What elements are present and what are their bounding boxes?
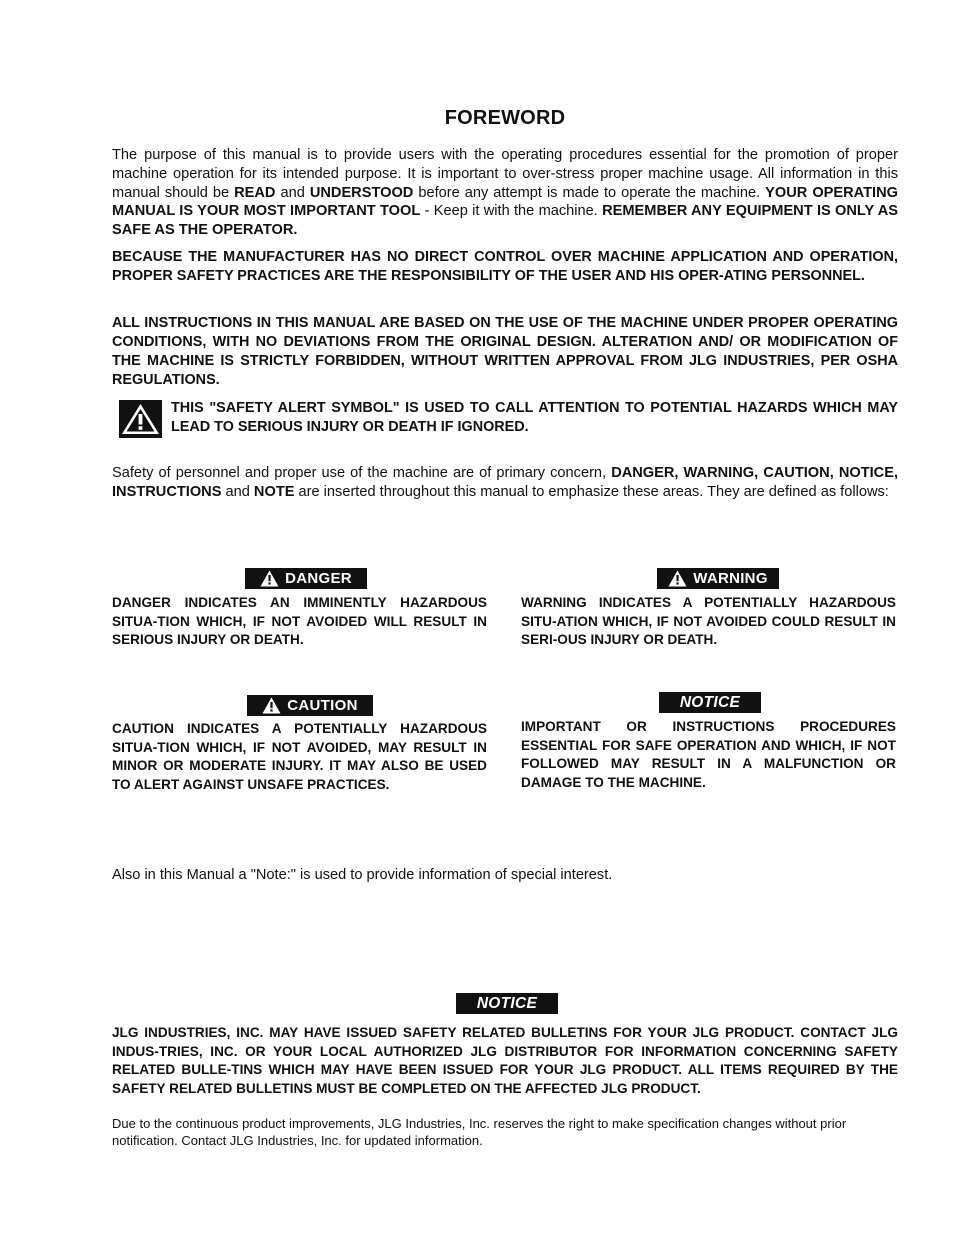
danger-text: DANGER INDICATES AN IMMINENTLY HAZARDOUS SITUA-TION WHICH, IF NOT AVOIDED WILL RESULT IN SERIOUS INJURY OR DEATH. <box>112 595 487 648</box>
safety-concern-and: and <box>221 483 254 500</box>
footer-note: Due to the continuous product improvements, JLG Industries, Inc. reserves the right to make specification changes without prior notification. Contact JLG Industries, Inc. for updated information. <box>112 1116 847 1148</box>
safety-concern-keywords: DANGER, WARNING, CAUTION, NOTICE, INSTRUCTIONS <box>112 465 899 500</box>
notice-badge <box>659 692 761 713</box>
bottom-notice-text: JLG INDUSTRIES, INC. MAY HAVE ISSUED SAFETY RELATED BULLETINS FOR YOUR JLG PRODUCT. CONTACT JLG INDUS-TRIES, INC. OR YOUR LOCAL AUTHORIZED JLG DISTRIBUTOR FOR INFORMATION CONCERNING SAFETY RELATED BULLE-TINS WHICH MAY HAVE BEEN ISSUED FOR YOUR JLG PRODUCT. ALL ITEMS REQUIRED BY THE SAFETY RELATED BULLETINS MUST BE COMPLETED ON THE AFFECTED JLG PRODUCT. <box>112 1025 898 1097</box>
intro-text-3: - Keep it with the machine. <box>420 203 603 220</box>
caution-text: CAUTION INDICATES A POTENTIALLY HAZARDOUS SITUA-TION WHICH, IF NOT AVOIDED, MAY RESULT IN MINOR OR MODERATE INJURY. IT MAY ALSO BE USED TO ALERT AGAINST UNSAFE PRACTICES. <box>112 721 487 793</box>
intro-remember: REMEMBER ANY EQUIPMENT IS ONLY AS SAFE AS THE OPERATOR. <box>112 203 899 239</box>
intro-text: The purpose of this manual is to provide users with the operating procedures essential for the promotion of proper machine operation for its intended purpose. It is important to over-stress proper machine usage. All information in this manual should be <box>112 147 898 201</box>
intro-paragraph <box>112 146 898 240</box>
danger-badge <box>245 568 367 589</box>
danger-label: DANGER <box>285 570 352 587</box>
manufacturer-paragraph: BECAUSE THE MANUFACTURER HAS NO DIRECT CONTROL OVER MACHINE APPLICATION AND OPERATION, PROPER SAFETY PRACTICES ARE THE RESPONSIBILITY OF THE USER AND HIS OPER-ATING PERSONNEL. <box>112 249 898 284</box>
intro-read: READ <box>234 184 276 201</box>
intro-text-2: before any attempt is made to operate the machine. <box>413 184 766 201</box>
safety-concern-note: NOTE <box>253 483 295 500</box>
warning-badge <box>657 568 779 589</box>
warning-triangle-icon <box>119 400 162 438</box>
instructions-paragraph: ALL INSTRUCTIONS IN THIS MANUAL ARE BASED ON THE USE OF THE MACHINE UNDER PROPER OPERATING CONDITIONS, WITH NO DEVIATIONS FROM THE ORIGINAL DESIGN. ALTERATION AND/ OR MODIFICATION OF THE MACHINE IS STRICTLY FORBIDDEN, WITHOUT WRITTEN APPROVAL FROM JLG INDUSTRIES, PER OSHA REGULATIONS. <box>112 315 898 388</box>
notice-text: IMPORTANT OR INSTRUCTIONS PROCEDURES ESSENTIAL FOR SAFE OPERATION AND WHICH, IF NOT FOLLOWED MAY RESULT IN A MALFUNCTION OR DAMAGE TO THE MACHINE. <box>521 719 896 791</box>
safety-concern-text: Safety of personnel and proper use of the machine are of primary concern, <box>112 465 612 481</box>
intro-understood: UNDERSTOOD <box>309 184 414 201</box>
safety-alert-text: THIS "SAFETY ALERT SYMBOL" IS USED TO CALL ATTENTION TO POTENTIAL HAZARDS WHICH MAY LEAD TO SERIOUS INJURY OR DEATH IF IGNORED. <box>171 400 898 435</box>
caution-label: CAUTION <box>287 697 358 714</box>
note-line: Also in this Manual a "Note:" is used to provide information of special interest. <box>112 867 613 883</box>
bottom-notice-badge <box>456 993 558 1014</box>
page-title: FOREWORD <box>444 107 566 129</box>
danger-alert-icon <box>260 570 279 587</box>
warning-alert-icon <box>668 570 687 587</box>
caution-badge <box>247 695 373 716</box>
safety-concern-text-2: are inserted throughout this manual to emphasize these areas. They are defined as follows: <box>294 483 889 500</box>
warning-label: WARNING <box>693 570 768 587</box>
bottom-notice-label: NOTICE <box>476 994 538 1012</box>
safety-concern-paragraph <box>112 464 898 502</box>
notice-label: NOTICE <box>679 693 741 711</box>
intro-tool: YOUR OPERATING MANUAL IS YOUR MOST IMPORTANT TOOL <box>112 184 898 220</box>
caution-alert-icon <box>262 697 281 714</box>
warning-text: WARNING INDICATES A POTENTIALLY HAZARDOUS SITU-ATION WHICH, IF NOT AVOIDED COULD RESULT IN SERI-OUS INJURY OR DEATH. <box>521 595 896 648</box>
intro-and: and <box>275 184 310 201</box>
